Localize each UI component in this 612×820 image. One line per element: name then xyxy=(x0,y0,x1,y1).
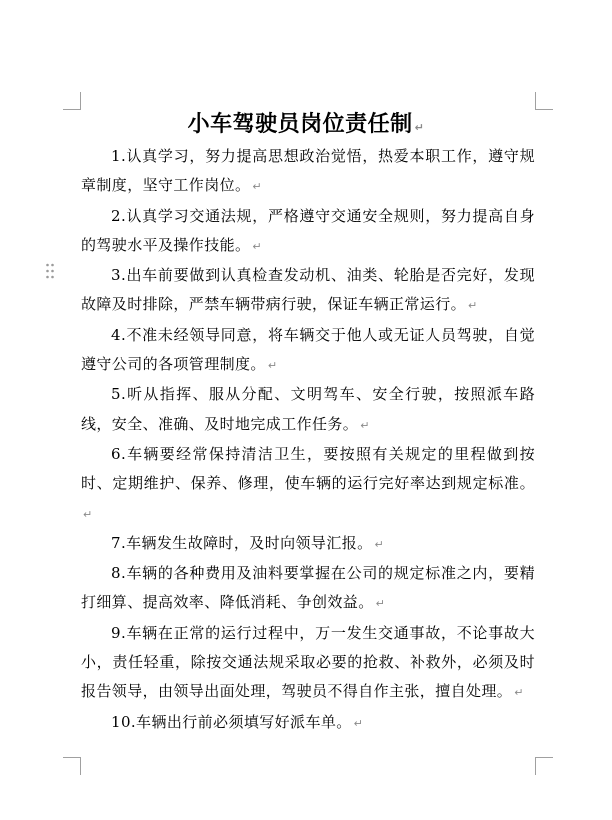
corner-mark-bottom-right xyxy=(535,757,553,775)
drag-handle-icon[interactable] xyxy=(45,262,55,280)
document-title-text: 小车驾驶员岗位责任制 xyxy=(187,111,413,137)
paragraph-text: 4.不准未经领导同意，将车辆交于他人或无证人员驾驶，自觉遵守公司的各项管理制度。 xyxy=(81,325,535,374)
document-title[interactable] xyxy=(0,108,612,144)
paragraph-text: 7.车辆发生故障时，及时向领导汇报。 xyxy=(111,533,373,552)
paragraph-mark: ↵ xyxy=(375,597,386,611)
paragraph-mark: ↵ xyxy=(374,537,385,551)
paragraph-text: 5.听从指挥、服从分配、文明驾车、安全行驶，按照派车路线，安全、准确、及时地完成工作任务。 xyxy=(81,385,535,433)
paragraph-text: 2.认真学习交通法规，严格遵守交通安全规则，努力提高自身的驾驶水平及操作技能。 xyxy=(81,206,535,254)
paragraph-mark: ↵ xyxy=(514,686,524,700)
paragraph-mark: ↵ xyxy=(468,299,478,313)
paragraph xyxy=(81,708,535,738)
paragraph xyxy=(81,380,535,440)
paragraph xyxy=(81,261,535,321)
document-body[interactable] xyxy=(81,142,535,738)
paragraph-text: 6.车辆要经常保持清洁卫生，要按照有关规定的里程做到按时、定期维护、保养、修理，使车辆的运行完好率达到规定标准。 xyxy=(81,444,535,493)
paragraph-mark: ↵ xyxy=(267,359,278,373)
paragraph-mark: ↵ xyxy=(252,180,263,194)
paragraph xyxy=(81,529,535,559)
paragraph xyxy=(81,559,535,619)
paragraph-mark: ↵ xyxy=(353,716,364,730)
paragraph-text: 10.车辆出行前必须填写好派车单。 xyxy=(111,712,352,731)
paragraph-text: 9.车辆在正常的运行过程中，万一发生交通事故，不论事故大小，责任轻重，除按交通法规采取必要的抢救、补救外，必须及时报告领导，由领导出面处理，驾驶员不得自作主张，擅自处理。 xyxy=(81,623,535,701)
corner-mark-bottom-left xyxy=(63,757,81,775)
paragraph xyxy=(81,619,535,708)
paragraph-text: 8.车辆的各种费用及油料要掌握在公司的规定标准之内，要精打细算、提高效率、降低消耗、争创效益。 xyxy=(81,564,535,612)
paragraph-mark: ↵ xyxy=(414,121,425,134)
paragraph-mark: ↵ xyxy=(83,507,93,521)
paragraph-mark: ↵ xyxy=(252,239,263,253)
paragraph xyxy=(81,440,535,529)
paragraph xyxy=(81,202,535,262)
paragraph-text: 1.认真学习，努力提高思想政治觉悟，热爱本职工作，遵守规章制度，坚守工作岗位。 xyxy=(81,147,535,195)
paragraph xyxy=(81,142,535,202)
paragraph-text: 3.出车前要做到认真检查发动机、油类、轮胎是否完好，发现故障及时排除，严禁车辆带病行驶，保证车辆正常运行。 xyxy=(81,266,535,314)
paragraph xyxy=(81,321,535,381)
paragraph-mark: ↵ xyxy=(360,418,370,432)
